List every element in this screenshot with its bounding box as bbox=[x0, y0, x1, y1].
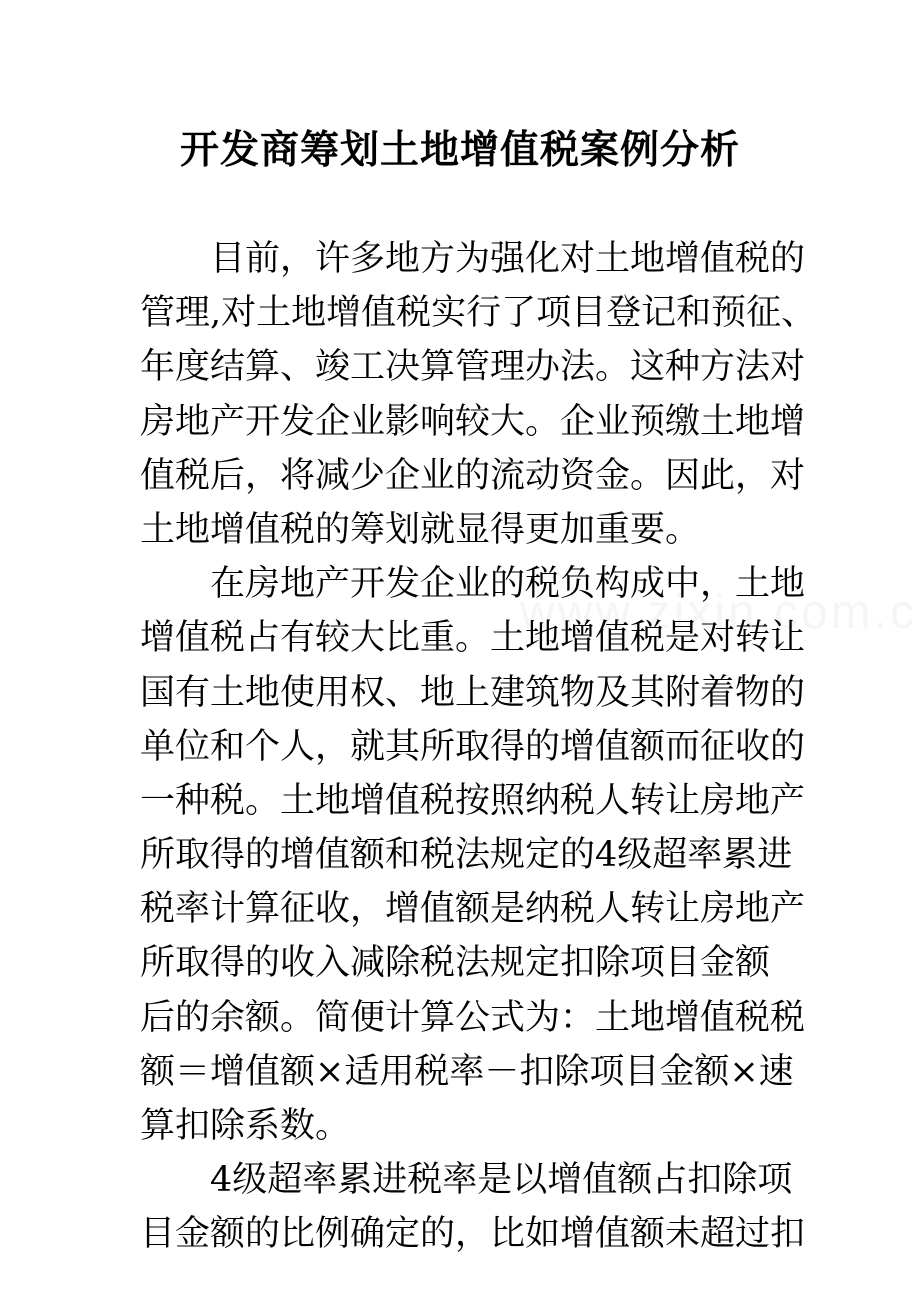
paragraph-2-line-3: 国有土地使用权、地上建筑物及其附着物的 bbox=[140, 672, 806, 713]
paragraph-1-line-3: 年度结算、竣工决算管理办法。这种方法对 bbox=[140, 347, 806, 388]
paragraph-2-line-4: 单位和个人，就其所取得的增值额而征收的 bbox=[140, 726, 806, 767]
paragraph-2-line-10: 额＝增值额×适用税率－扣除项目金额×速 bbox=[140, 1051, 794, 1092]
document-title: 开发商筹划土地增值税案例分析 bbox=[179, 127, 740, 173]
paragraph-2-line-8: 所取得的收入减除税法规定扣除项目金额 bbox=[140, 943, 771, 984]
paragraph-2-line-2: 增值税占有较大比重。土地增值税是对转让 bbox=[140, 618, 806, 659]
paragraph-1-line-1: 目前，许多地方为强化对土地增值税的 bbox=[210, 239, 806, 279]
paragraph-1-line-2: 管理,对土地增值税实行了项目登记和预征、 bbox=[140, 293, 817, 334]
paragraph-2-line-7: 税率计算征收，增值额是纳税人转让房地产 bbox=[140, 889, 806, 930]
paragraph-1-line-5: 值税后，将减少企业的流动资金。因此，对 bbox=[140, 455, 806, 496]
paragraph-3-line-2: 目金额的比例确定的，比如增值额未超过扣 bbox=[140, 1214, 806, 1255]
paragraph-3-line-1: 4级超率累进税率是以增值额占扣除项 bbox=[210, 1160, 793, 1201]
paragraph-1-line-4: 房地产开发企业影响较大。企业预缴土地增 bbox=[140, 401, 806, 442]
paragraph-2-line-5: 一种税。土地增值税按照纳税人转让房地产 bbox=[140, 780, 806, 821]
document-body bbox=[140, 232, 817, 1262]
paragraph-2-line-1: 在房地产开发企业的税负构成中，土地 bbox=[210, 564, 806, 605]
paragraph-1-line-6: 土地增值税的筹划就显得更加重要。 bbox=[140, 509, 701, 550]
paragraph-2-line-9: 后的余额。简便计算公式为：土地增值税税 bbox=[140, 997, 806, 1038]
paragraph-2-line-6: 所取得的增值额和税法规定的4级超率累进 bbox=[140, 835, 793, 876]
paragraph-2-line-11: 算扣除系数。 bbox=[140, 1106, 351, 1146]
